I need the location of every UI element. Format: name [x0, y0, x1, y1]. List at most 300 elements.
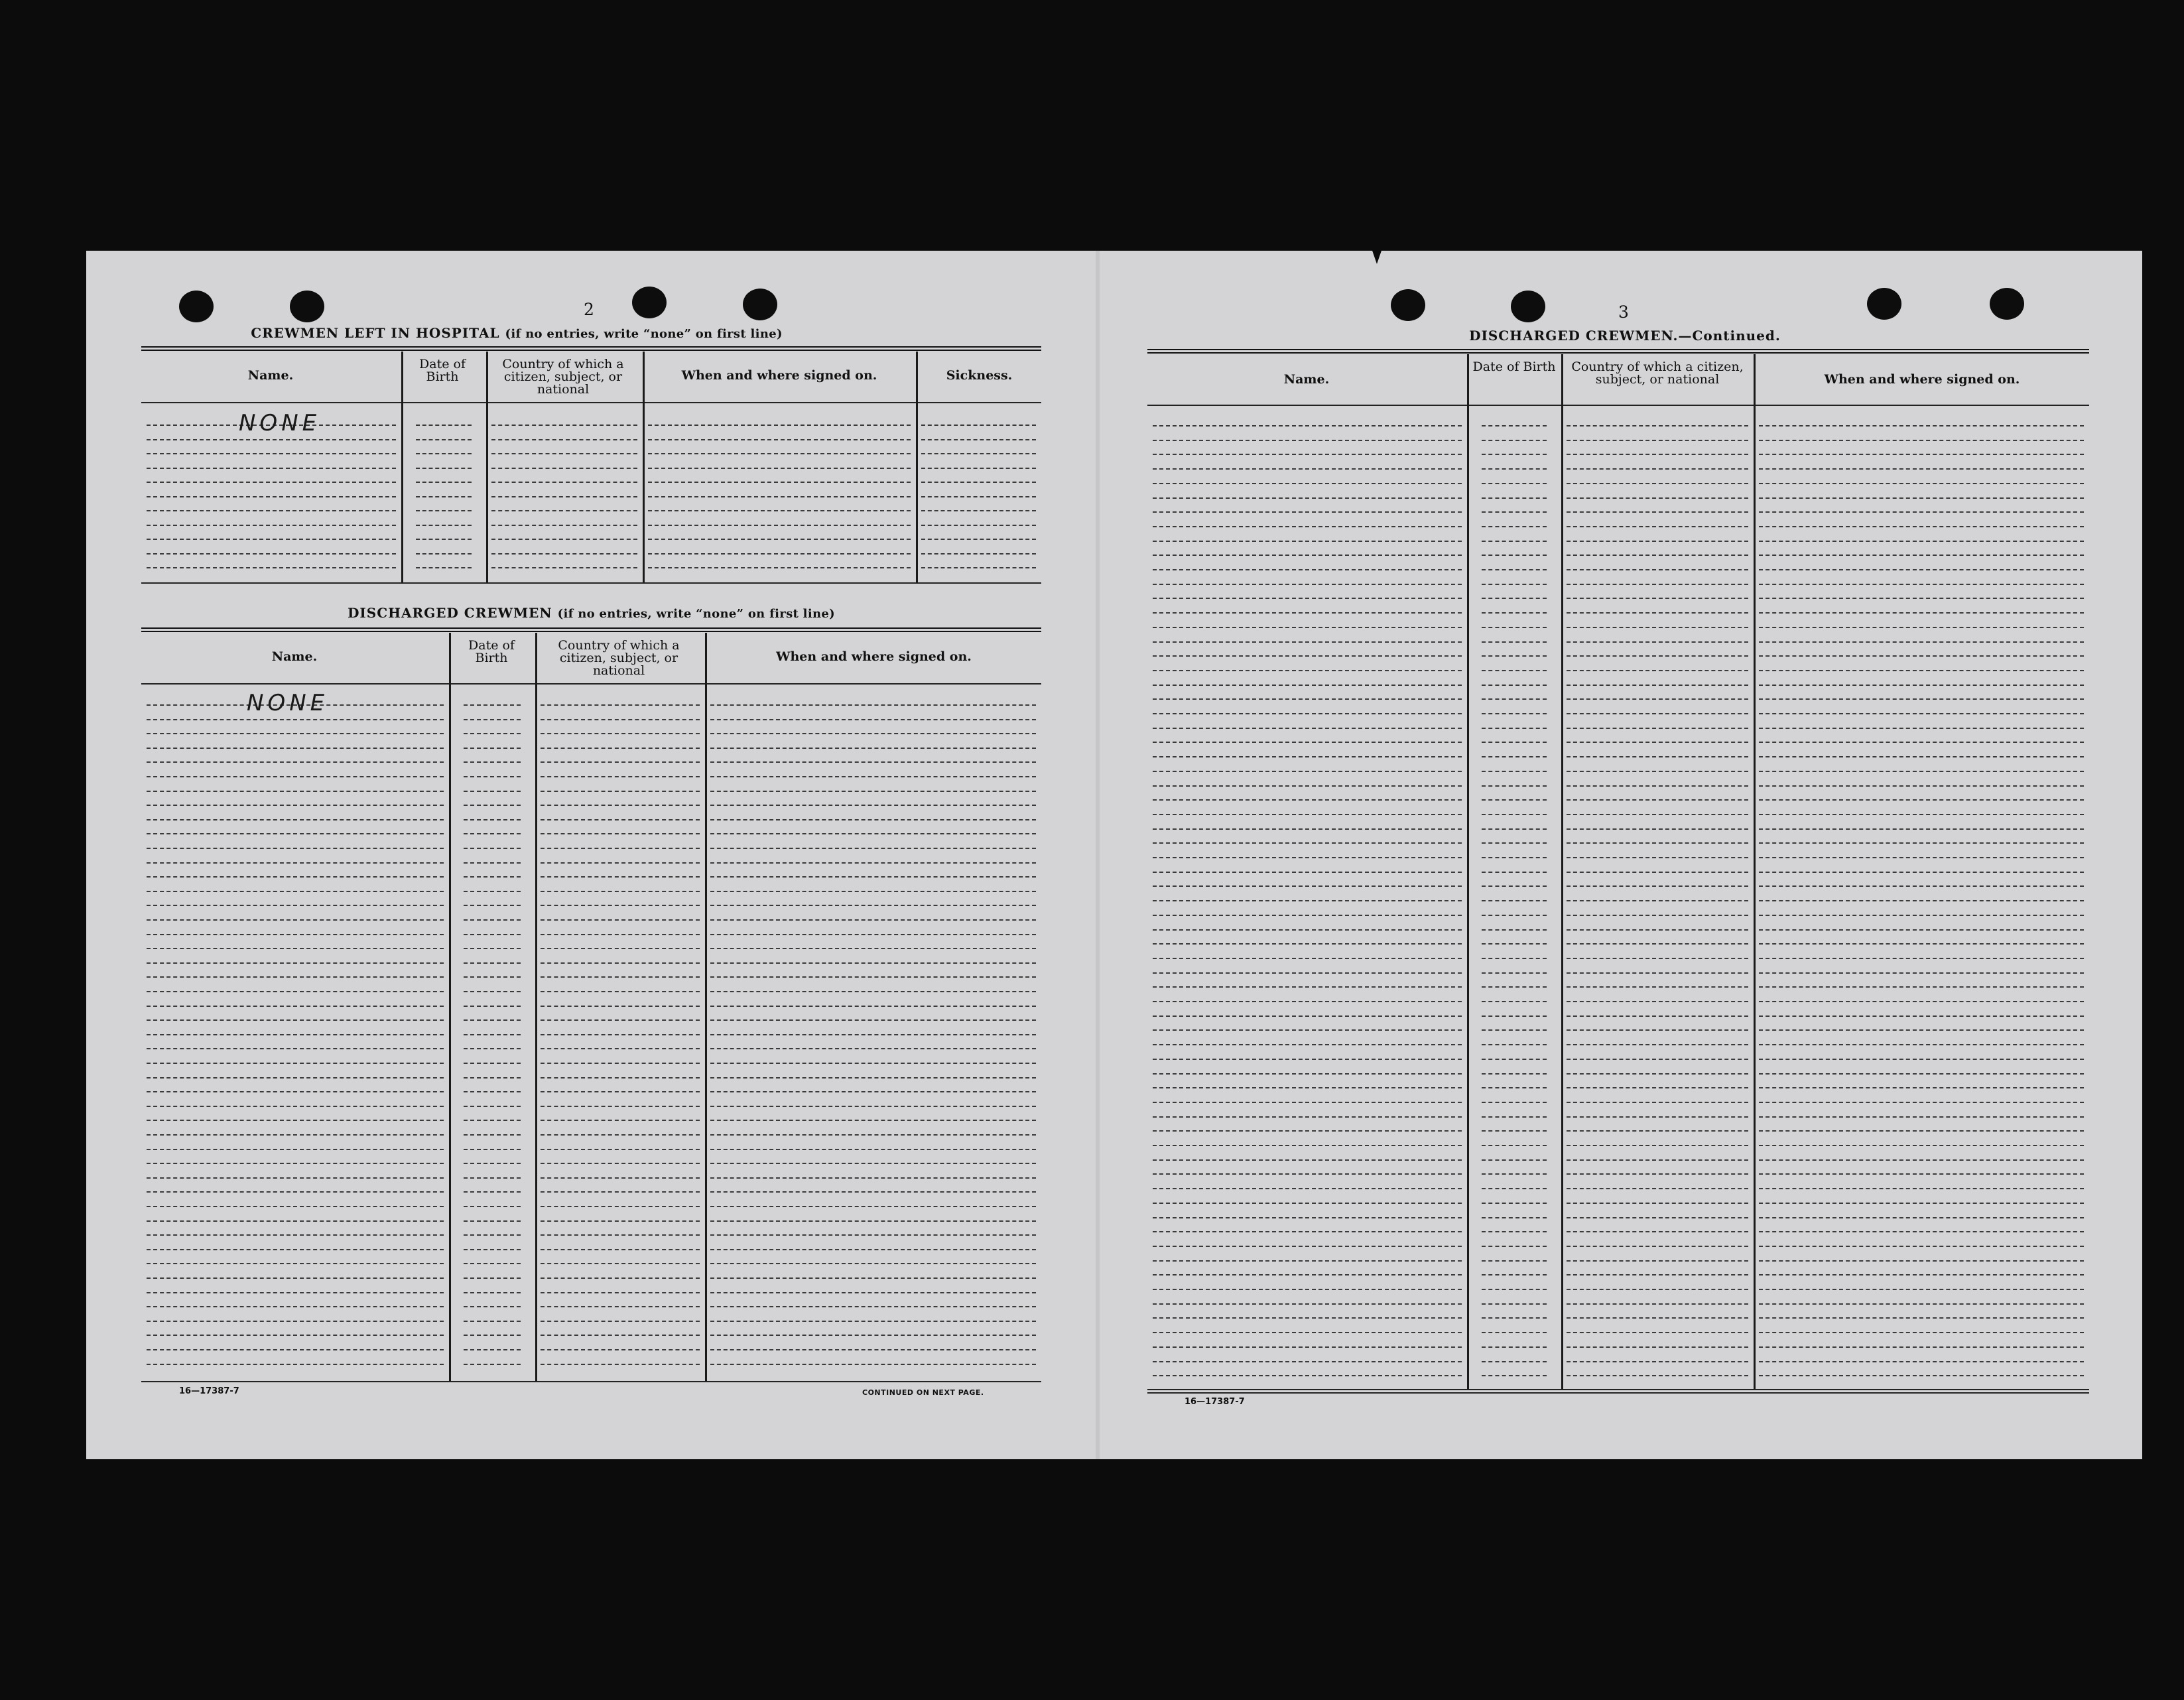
entry-line	[1759, 814, 2084, 815]
entry-line	[541, 1019, 700, 1021]
entry-line	[1567, 771, 1748, 772]
entry-line	[1759, 915, 2084, 916]
entry-line	[648, 453, 911, 454]
entry-line	[1567, 511, 1748, 513]
entry-line	[1759, 598, 2084, 599]
entry-line	[1759, 541, 2084, 542]
entry-line	[541, 905, 700, 906]
entry-line	[541, 833, 700, 834]
entry-line	[147, 1220, 444, 1222]
entry-line	[147, 1277, 444, 1279]
entry-line	[1482, 1015, 1547, 1017]
entry-line	[147, 1048, 444, 1049]
entry-line	[1567, 1029, 1748, 1031]
entry-line	[710, 1321, 1036, 1322]
entry-line	[1759, 986, 2084, 988]
entry-line	[147, 776, 444, 777]
entry-line	[1759, 440, 2084, 441]
column-divider	[1754, 354, 1756, 1389]
entry-line	[464, 1034, 521, 1035]
entry-line	[147, 1091, 444, 1092]
entry-line	[1153, 1116, 1462, 1118]
entry-line	[1482, 756, 1547, 757]
entry-line	[541, 719, 700, 720]
entry-line	[710, 962, 1036, 964]
entry-line	[710, 1048, 1036, 1049]
entry-line	[491, 567, 637, 568]
entry-line	[1759, 1274, 2084, 1275]
entry-line	[1482, 1346, 1547, 1348]
entry-line	[1153, 814, 1462, 815]
entry-line	[464, 1206, 521, 1207]
entry-line	[1482, 511, 1547, 513]
entry-line	[1482, 598, 1547, 599]
entry-line	[464, 934, 521, 935]
entry-line	[491, 510, 637, 511]
entry-line	[464, 719, 521, 720]
entry-line	[1153, 915, 1462, 916]
entry-line	[1759, 1332, 2084, 1333]
column-header-name: Name.	[1283, 372, 1330, 387]
entry-line	[1567, 1159, 1748, 1161]
entry-line	[464, 1220, 521, 1222]
entry-line	[147, 919, 444, 921]
entry-line	[1482, 1317, 1547, 1319]
entry-line	[1759, 872, 2084, 873]
entry-line	[464, 761, 521, 763]
double-rule	[141, 350, 1041, 351]
entry-line	[1567, 1317, 1748, 1319]
entry-line	[710, 748, 1036, 749]
entry-line	[1567, 1059, 1748, 1060]
entry-line	[648, 510, 911, 511]
entry-line	[464, 1019, 521, 1021]
entry-line	[1567, 1087, 1748, 1088]
entry-line	[1567, 1102, 1748, 1103]
entry-line	[1153, 1087, 1462, 1088]
entry-line	[1567, 1332, 1748, 1333]
entry-line	[1153, 1188, 1462, 1189]
entry-line	[1482, 1361, 1547, 1362]
column-header-date-of-birth: Date of Birth	[419, 357, 466, 384]
entry-line	[1153, 612, 1462, 614]
entry-line	[147, 510, 396, 511]
column-header-name: Name.	[247, 368, 294, 383]
entry-line	[1567, 713, 1748, 714]
entry-line	[710, 862, 1036, 864]
entry-line	[1567, 526, 1748, 527]
entry-line	[147, 976, 444, 978]
entry-line	[921, 468, 1036, 469]
punch-hole	[1511, 291, 1545, 322]
entry-line	[464, 1149, 521, 1150]
entry-line	[416, 468, 472, 469]
entry-line	[1759, 1303, 2084, 1305]
entry-line	[921, 510, 1036, 511]
entry-line	[1153, 1173, 1462, 1175]
entry-line	[1567, 569, 1748, 570]
entry-line	[1759, 1029, 2084, 1031]
entry-line	[464, 833, 521, 834]
entry-line	[1482, 728, 1547, 729]
entry-line	[464, 948, 521, 949]
entry-line	[1759, 1346, 2084, 1348]
entry-line	[710, 791, 1036, 792]
entry-line	[1482, 1116, 1547, 1118]
entry-line	[1482, 1188, 1547, 1189]
entry-line	[1759, 425, 2084, 426]
entry-line	[1153, 1159, 1462, 1161]
column-header-country: Country of which a citizen, subject, or national	[502, 357, 624, 397]
entry-line	[1567, 943, 1748, 945]
entry-line	[541, 733, 700, 734]
entry-line	[464, 1163, 521, 1164]
entry-line	[1567, 1246, 1748, 1247]
entry-line	[1567, 483, 1748, 484]
entry-line	[147, 468, 396, 469]
entry-line	[1153, 541, 1462, 542]
entry-line	[147, 539, 396, 540]
double-rule	[141, 346, 1041, 348]
entry-line	[464, 1177, 521, 1179]
entry-line	[541, 1277, 700, 1279]
column-header-signed-on: When and where signed on.	[681, 368, 877, 383]
entry-line	[1153, 1231, 1462, 1232]
entry-line	[710, 919, 1036, 921]
entry-line	[464, 891, 521, 892]
bottom-rule	[141, 582, 1041, 584]
entry-line	[1153, 713, 1462, 714]
entry-line	[147, 1191, 444, 1193]
entry-line	[1567, 641, 1748, 643]
header-rule	[141, 402, 1041, 403]
entry-line	[1153, 900, 1462, 901]
entry-line	[1153, 1130, 1462, 1132]
entry-line	[710, 1191, 1036, 1193]
entry-line	[464, 1006, 521, 1007]
entry-line	[541, 1048, 700, 1049]
column-divider	[705, 633, 707, 1381]
entry-line	[541, 1106, 700, 1107]
entry-line	[147, 1019, 444, 1021]
entry-line	[710, 1206, 1036, 1207]
entry-line	[541, 704, 700, 706]
entry-line	[1567, 685, 1748, 686]
entry-line	[648, 567, 911, 568]
entry-line	[147, 934, 444, 935]
entry-line	[464, 1120, 521, 1121]
entry-line	[1567, 1116, 1748, 1118]
punch-hole	[1391, 289, 1425, 321]
entry-line	[464, 1077, 521, 1079]
entry-line	[710, 1019, 1036, 1021]
entry-line	[1153, 1059, 1462, 1060]
entry-line	[921, 425, 1036, 426]
entry-line	[541, 1306, 700, 1307]
entry-line	[1759, 943, 2084, 945]
entry-line	[541, 819, 700, 820]
entry-line	[1759, 799, 2084, 801]
entry-line	[1153, 1246, 1462, 1247]
entry-line	[1759, 756, 2084, 757]
entry-line	[416, 510, 472, 511]
entry-line	[147, 1177, 444, 1179]
entry-line	[491, 525, 637, 526]
entry-line	[541, 1249, 700, 1250]
entry-line	[1759, 972, 2084, 974]
entry-line	[1153, 454, 1462, 455]
entry-line	[1759, 900, 2084, 901]
entry-line	[710, 805, 1036, 806]
entry-line	[1759, 1203, 2084, 1204]
entry-line	[1759, 454, 2084, 455]
entry-line	[416, 539, 472, 540]
entry-line	[1482, 483, 1547, 484]
entry-line	[147, 991, 444, 992]
entry-line	[1153, 685, 1462, 686]
entry-line	[1567, 1073, 1748, 1075]
entry-line	[1567, 929, 1748, 931]
entry-line	[710, 976, 1036, 978]
entry-line	[1153, 842, 1462, 844]
entry-line	[147, 791, 444, 792]
entry-line	[1567, 454, 1748, 455]
entry-line	[1482, 872, 1547, 873]
entry-line	[1153, 1073, 1462, 1075]
entry-line	[541, 948, 700, 949]
column-header-date-of-birth: Date of Birth	[1472, 360, 1556, 374]
entry-line	[1153, 857, 1462, 858]
entry-line	[710, 1335, 1036, 1336]
entry-line	[541, 1163, 700, 1164]
entry-line	[1567, 598, 1748, 599]
entry-line	[541, 1263, 700, 1264]
entry-line	[710, 1106, 1036, 1107]
entry-line	[1153, 641, 1462, 643]
entry-line	[541, 776, 700, 777]
entry-line	[710, 1134, 1036, 1136]
entry-line	[710, 1277, 1036, 1279]
entry-line	[710, 704, 1036, 706]
entry-line	[1482, 828, 1547, 830]
entry-line	[1153, 584, 1462, 585]
entry-line	[541, 976, 700, 978]
entry-line	[1567, 1217, 1748, 1218]
entry-line	[147, 1034, 444, 1035]
entry-line	[1153, 483, 1462, 484]
double-rule	[1147, 349, 2089, 350]
punch-hole	[632, 287, 667, 318]
entry-line	[710, 1234, 1036, 1236]
punch-hole	[290, 291, 324, 322]
entry-line	[710, 833, 1036, 834]
entry-line	[464, 919, 521, 921]
entry-line	[491, 453, 637, 454]
entry-line	[1759, 857, 2084, 858]
entry-line	[1567, 1361, 1748, 1362]
handwritten-none: NONE	[239, 410, 321, 436]
entry-line	[710, 1063, 1036, 1064]
entry-line	[710, 761, 1036, 763]
entry-line	[1153, 1015, 1462, 1017]
entry-line	[416, 425, 472, 426]
entry-line	[1482, 885, 1547, 887]
entry-line	[541, 761, 700, 763]
entry-line	[1482, 814, 1547, 815]
entry-line	[147, 962, 444, 964]
entry-line	[541, 1034, 700, 1035]
entry-line	[464, 848, 521, 849]
entry-line	[1567, 541, 1748, 542]
entry-line	[147, 1349, 444, 1350]
entry-line	[1567, 1346, 1748, 1348]
entry-line	[491, 468, 637, 469]
entry-line	[1482, 900, 1547, 901]
entry-line	[648, 539, 911, 540]
entry-line	[1153, 1317, 1462, 1319]
entry-line	[1482, 1332, 1547, 1333]
entry-line	[147, 905, 444, 906]
entry-line	[147, 1006, 444, 1007]
entry-line	[1567, 440, 1748, 441]
entry-line	[710, 948, 1036, 949]
entry-line	[1567, 885, 1748, 887]
entry-line	[1153, 1029, 1462, 1031]
entry-line	[1153, 1203, 1462, 1204]
entry-line	[1567, 872, 1748, 873]
entry-line	[1482, 943, 1547, 945]
entry-line	[710, 1306, 1036, 1307]
entry-line	[1567, 1289, 1748, 1290]
entry-line	[541, 791, 700, 792]
entry-line	[147, 1063, 444, 1064]
column-header-sickness: Sickness.	[946, 368, 1013, 383]
entry-line	[147, 1364, 444, 1365]
entry-line	[541, 891, 700, 892]
entry-line	[1759, 584, 2084, 585]
entry-line	[1759, 1246, 2084, 1247]
entry-line	[541, 934, 700, 935]
entry-line	[147, 482, 396, 483]
entry-line	[416, 496, 472, 497]
entry-line	[147, 1292, 444, 1293]
entry-line	[1153, 1361, 1462, 1362]
double-rule	[1147, 352, 2089, 354]
entry-line	[1759, 842, 2084, 844]
entry-line	[464, 1364, 521, 1365]
entry-line	[1567, 584, 1748, 585]
column-divider	[643, 352, 645, 582]
header-rule	[1147, 405, 2089, 406]
entry-line	[1567, 1303, 1748, 1305]
entry-line	[1759, 468, 2084, 470]
entry-line	[1759, 1361, 2084, 1362]
entry-line	[1153, 828, 1462, 830]
entry-line	[1567, 1231, 1748, 1232]
entry-line	[541, 1191, 700, 1193]
entry-line	[1482, 771, 1547, 772]
entry-line	[147, 1120, 444, 1121]
entry-line	[710, 1349, 1036, 1350]
entry-line	[491, 539, 637, 540]
entry-line	[1567, 756, 1748, 757]
entry-line	[1153, 1260, 1462, 1262]
entry-line	[1153, 958, 1462, 959]
entry-line	[464, 1335, 521, 1336]
entry-line	[1482, 1260, 1547, 1262]
entry-line	[147, 891, 444, 892]
entry-line	[147, 553, 396, 555]
entry-line	[1153, 425, 1462, 426]
entry-line	[1482, 670, 1547, 671]
entry-line	[1759, 685, 2084, 686]
entry-line	[921, 482, 1036, 483]
entry-line	[710, 934, 1036, 935]
entry-line	[1153, 771, 1462, 772]
entry-line	[1759, 1073, 2084, 1075]
entry-line	[541, 1077, 700, 1079]
entry-line	[1567, 986, 1748, 988]
entry-line	[921, 539, 1036, 540]
entry-line	[1567, 468, 1748, 470]
entry-line	[1567, 785, 1748, 787]
entry-line	[710, 1177, 1036, 1179]
entry-line	[416, 567, 472, 568]
entry-line	[1567, 1260, 1748, 1262]
discharged-continued-title: DISCHARGED CREWMEN.—Continued.	[1469, 328, 1781, 344]
entry-line	[1482, 1231, 1547, 1232]
entry-line	[1759, 1044, 2084, 1045]
entry-line	[1759, 1059, 2084, 1060]
entry-line	[1482, 1073, 1547, 1075]
entry-line	[541, 1091, 700, 1092]
entry-line	[147, 1077, 444, 1079]
entry-line	[1482, 1130, 1547, 1132]
entry-line	[464, 1134, 521, 1136]
entry-line	[1482, 986, 1547, 988]
entry-line	[1482, 1145, 1547, 1146]
entry-line	[1759, 1015, 2084, 1017]
entry-line	[147, 1206, 444, 1207]
entry-line	[710, 848, 1036, 849]
entry-line	[710, 1292, 1036, 1293]
entry-line	[464, 1091, 521, 1092]
bottom-rule	[1147, 1389, 2089, 1390]
entry-line	[1567, 1001, 1748, 1002]
entry-line	[921, 496, 1036, 497]
discharged-continued-table	[1147, 349, 2089, 1394]
entry-line	[1759, 1102, 2084, 1103]
entry-line	[541, 1120, 700, 1121]
entry-line	[1153, 468, 1462, 470]
entry-line	[147, 761, 444, 763]
section-note: (if no entries, write “none” on first line)	[557, 607, 835, 621]
entry-line	[1759, 929, 2084, 931]
entry-line	[464, 876, 521, 878]
column-header-signed-on: When and where signed on.	[1824, 372, 2020, 387]
entry-line	[1759, 483, 2084, 484]
entry-line	[541, 876, 700, 878]
double-rule	[141, 627, 1041, 629]
entry-line	[464, 905, 521, 906]
entry-line	[1759, 1087, 2084, 1088]
entry-line	[648, 496, 911, 497]
entry-line	[1567, 627, 1748, 628]
hospital-table	[141, 346, 1041, 586]
entry-line	[1567, 915, 1748, 916]
entry-line	[541, 1149, 700, 1150]
entry-line	[1567, 1015, 1748, 1017]
